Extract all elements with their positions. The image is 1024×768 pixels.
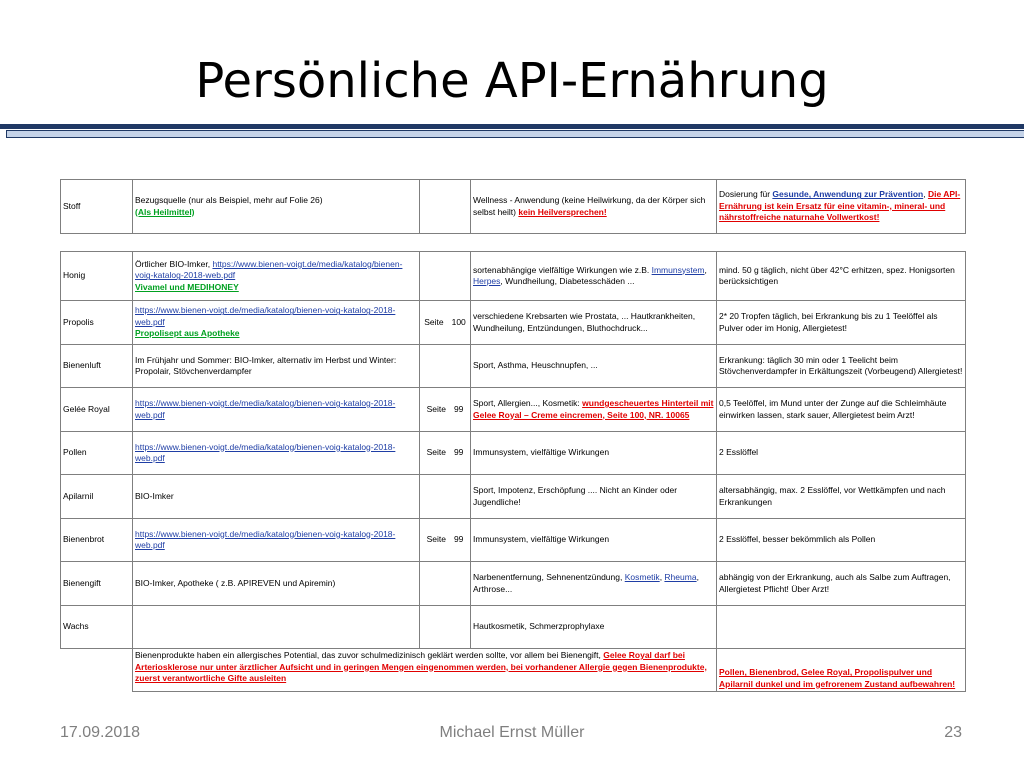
wellness-warning: wundgescheuertes Hinterteil mit Gelee Royal – Creme eincremen, Seite 100, NR. 10065 — [473, 398, 714, 420]
cell-bezugsquelle: BIO-Imker, Apotheke ( z.B. APIREVEN und Apiremin) — [133, 562, 420, 606]
footnote-storage-warning: Pollen, Bienenbrod, Gelee Royal, Propolispulver und Apilarnil dunkel und im gefrorenem Zustand aufbewahren! — [719, 667, 956, 689]
cell-wellness: Sport, Asthma, Heuschnupfen, ... — [471, 345, 717, 388]
seite-number: 100 — [451, 316, 466, 327]
header-stoff: Stoff — [61, 180, 133, 234]
cell-wellness: Immunsystem, vielfältige Wirkungen — [471, 519, 717, 562]
title-divider — [0, 124, 1024, 138]
header-wellness — [471, 180, 717, 234]
cell-bezugsquelle: Im Frühjahr und Sommer: BIO-Imker, alternativ im Herbst und Winter: Propolair, Stövchenverdampfer — [133, 345, 420, 388]
footnote-warning: Gelee Royal darf bei Arteriosklerose nur unter ärztlicher Aufsicht und in geringen Mengen eingenommen werden, bei vorhandener Allergie gegen Bienenprodukte, zuerst verantwortliche Gifte ausleiten — [135, 650, 707, 683]
cell-stoff: Pollen — [61, 432, 133, 475]
cell-wellness: Immunsystem, vielfältige Wirkungen — [471, 432, 717, 475]
header-dosierung-warning: Die API-Ernährung ist kein Ersatz für eine vitamin-, mineral- und nährstoffreiche naturnahe Vollwertkost! — [719, 189, 961, 223]
cell-seite — [420, 519, 471, 562]
wellness-link-kosmetik[interactable]: Kosmetik — [624, 572, 660, 582]
header-dosierung — [717, 180, 966, 234]
wellness-link-rheuma[interactable]: Rheuma — [664, 572, 697, 582]
cell-wellness: Sport, Impotenz, Erschöpfung .... Nicht an Kinder oder Jugendliche! — [471, 475, 717, 519]
header-wellness-warning: kein Heilversprechen! — [518, 206, 607, 217]
cell-dosierung: 2 Esslöffel, besser bekömmlich als Pollen — [717, 519, 966, 562]
cell-bezugsquelle — [133, 301, 420, 345]
seite-label: Seite — [426, 534, 446, 545]
wellness-text: sortenabhängige vielfältige Wirkungen wie z.B. — [473, 264, 652, 275]
cell-dosierung: 2* 20 Tropfen täglich, bei Erkrankung bis zu 1 Teelöffel als Pulver oder im Honig, Allergietest! — [717, 301, 966, 345]
seite-number: 99 — [453, 534, 464, 545]
bezug-link[interactable]: https://www.bienen-voigt.de/media/katalog/bienen-voig-katalog-2018-web.pdf — [135, 398, 396, 420]
seite-number: 99 — [453, 403, 464, 414]
cell-dosierung: altersabhängig, max. 2 Esslöffel, vor Wettkämpfen und nach Erkrankungen — [717, 475, 966, 519]
cell-wellness: Hautkosmetik, Schmerzprophylaxe — [471, 606, 717, 649]
table-row — [61, 432, 966, 475]
divider-line-light — [6, 130, 1024, 138]
table-row — [61, 606, 966, 649]
cell-bezugsquelle — [133, 606, 420, 649]
cell-stoff: Apilarnil — [61, 475, 133, 519]
divider-line-dark — [0, 124, 1024, 129]
seite-label: Seite — [426, 447, 446, 458]
cell-seite — [420, 475, 471, 519]
bezug-link[interactable]: https://www.bienen-voigt.de/media/katalog/bienen-voig-katalog-2018-web.pdf — [135, 305, 396, 327]
footer-date: 17.09.2018 — [60, 724, 141, 741]
bezug-product-link[interactable]: Vivamel und MEDIHONEY — [135, 281, 239, 292]
cell-stoff: Wachs — [61, 606, 133, 649]
table-row-footnote — [61, 649, 966, 692]
product-table — [60, 251, 966, 692]
wellness-text-post: , Wundheilung, Diabetesschäden ... — [500, 276, 635, 286]
footnote-cell — [133, 649, 717, 692]
wellness-text: Narbenentfernung, Sehnenentzündung, — [473, 572, 625, 582]
slide-title: Persönliche API-Ernährung — [195, 53, 829, 109]
cell-bezugsquelle — [133, 519, 420, 562]
footnote-spacer — [61, 649, 133, 692]
seite-number: 99 — [453, 447, 464, 458]
table-row — [61, 562, 966, 606]
header-dosierung-sep: , — [923, 189, 928, 200]
header-bezugsquelle — [133, 180, 420, 234]
table-row — [61, 345, 966, 388]
cell-dosierung — [717, 606, 966, 649]
header-dosierung-link[interactable]: Gesunde, Anwendung zur Prävention — [772, 189, 924, 200]
header-wellness-text: Wellness - Anwendung (keine Heilwirkung, da der Körper sich selbst heilt) — [473, 195, 706, 217]
table-row — [61, 301, 966, 345]
cell-wellness — [471, 388, 717, 432]
cell-seite — [420, 562, 471, 606]
footer-page-number: 23 — [944, 724, 962, 741]
cell-wellness — [471, 252, 717, 301]
cell-stoff: Bienenluft — [61, 345, 133, 388]
cell-seite — [420, 345, 471, 388]
bezug-text: Örtlicher BIO-Imker, — [135, 258, 213, 269]
wellness-text: Sport, Allergien..., Kosmetik: — [473, 398, 583, 408]
seite-label: Seite — [426, 403, 446, 414]
cell-bezugsquelle: BIO-Imker — [133, 475, 420, 519]
bezug-link[interactable]: https://www.bienen-voigt.de/media/katalog/bienen-voig-katalog-2018-web.pdf — [135, 258, 403, 281]
header-table — [60, 179, 966, 234]
table-row — [61, 475, 966, 519]
cell-bezugsquelle — [133, 388, 420, 432]
cell-stoff: Honig — [61, 252, 133, 301]
cell-dosierung: Erkrankung: täglich 30 min oder 1 Teelicht beim Stövchenverdampfer in Erkältungszeit (Vorbeugend) Allergietest! — [717, 345, 966, 388]
footnote-storage-cell — [717, 649, 966, 692]
seite-label: Seite — [424, 316, 444, 327]
footnote-text: Bienenprodukte haben ein allergisches Potential, das zuvor schulmedizinisch geklärt werden sollte, vor allem bei Bienengift, — [135, 650, 604, 660]
wellness-link-immunsystem[interactable]: Immunsystem — [651, 264, 705, 275]
cell-dosierung: abhängig von der Erkrankung, auch als Salbe zum Auftragen, Allergietest Pflicht! Über Arzt! — [717, 562, 966, 606]
table-row — [61, 252, 966, 301]
bezug-link[interactable]: https://www.bienen-voigt.de/media/katalog/bienen-voig-katalog-2018-web.pdf — [135, 528, 396, 550]
header-bezugsquelle-text: Bezugsquelle (nur als Beispiel, mehr auf Folie 26) — [135, 195, 323, 205]
cell-dosierung: 2 Esslöffel — [717, 432, 966, 475]
cell-wellness: verschiedene Krebsarten wie Prostata, ... Hautkrankheiten, Wundheilung, Entzündungen, Bluthochdruck... — [471, 301, 717, 345]
cell-dosierung: 0,5 Teelöffel, im Mund unter der Zunge auf die Schleimhäute einwirken lassen, stark sauer, Allergietest beim Arzt! — [717, 388, 966, 432]
cell-stoff: Bienengift — [61, 562, 133, 606]
header-dosierung-text: Dosierung für — [719, 189, 773, 200]
cell-seite — [420, 301, 471, 345]
cell-seite — [420, 432, 471, 475]
wellness-link-herpes[interactable]: Herpes — [473, 276, 501, 286]
wellness-sep: , — [704, 264, 707, 275]
cell-stoff: Bienenbrot — [61, 519, 133, 562]
cell-seite — [420, 252, 471, 301]
cell-bezugsquelle — [133, 432, 420, 475]
table-row — [61, 388, 966, 432]
bezug-product-link[interactable]: Propolisept aus Apotheke — [135, 328, 240, 339]
cell-bezugsquelle — [133, 252, 420, 301]
cell-seite — [420, 606, 471, 649]
cell-seite — [420, 388, 471, 432]
wellness-sep: , — [659, 572, 665, 582]
cell-stoff: Propolis — [61, 301, 133, 345]
cell-wellness — [471, 562, 717, 606]
bezug-link[interactable]: https://www.bienen-voigt.de/media/katalog/bienen-voig-katalog-2018-web.pdf — [135, 441, 396, 463]
header-bezugsquelle-note: (Als Heilmittel) — [135, 206, 195, 217]
wellness-text-post: , Arthrose... — [473, 572, 699, 594]
header-seite — [420, 180, 471, 234]
cell-stoff: Gelée Royal — [61, 388, 133, 432]
footer-author: Michael Ernst Müller — [439, 724, 585, 741]
cell-dosierung: mind. 50 g täglich, nicht über 42°C erhitzen, spez. Honigsorten berücksichtigen — [717, 252, 966, 301]
table-row — [61, 519, 966, 562]
